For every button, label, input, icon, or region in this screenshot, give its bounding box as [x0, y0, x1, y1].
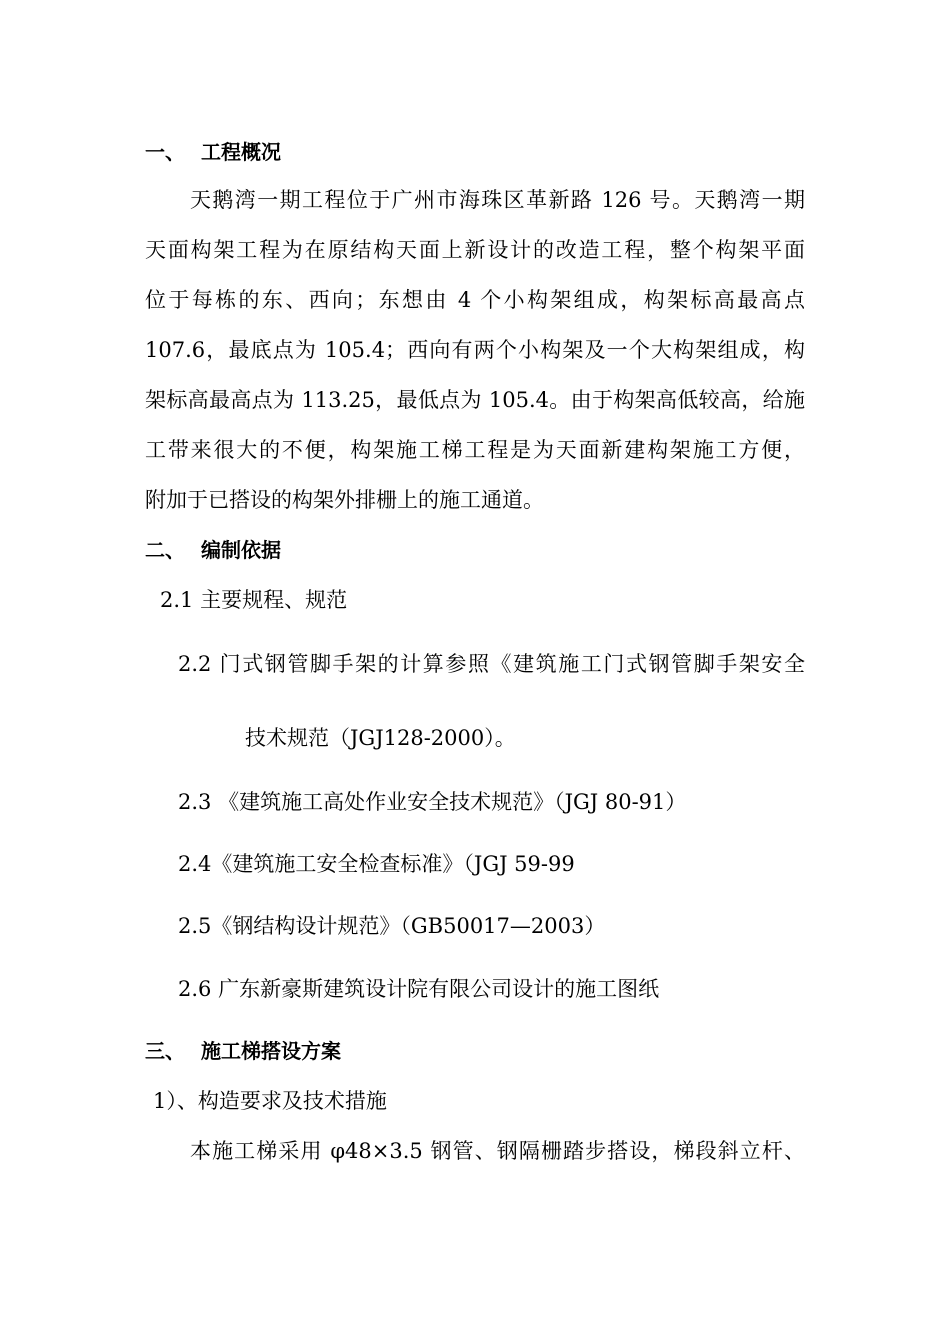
section-1-para-line-7: 附加于已搭设的构架外排栅上的施工通道。: [145, 488, 544, 512]
section-2-title: 编制依据: [201, 538, 281, 562]
basis-item-2-6: 2.6 广东新豪斯建筑设计院有限公司设计的施工图纸: [178, 977, 660, 1001]
section-1-title: 工程概况: [201, 140, 281, 164]
section-3-title: 施工梯搭设方案: [201, 1039, 341, 1063]
section-1-para-line-6: 工带来很大的不便，构架施工梯工程是为天面新建构架施工方便，: [145, 438, 805, 462]
section-1-para-line-5: 架标高最高点为 113.25，最低点为 105.4。由于构架高低较高，给施: [145, 388, 805, 412]
section-2-heading: [145, 536, 281, 564]
section-2-number: 二、: [145, 538, 185, 562]
section-3-subheading-1: 1）、构造要求及技术措施: [153, 1089, 387, 1113]
section-1-heading: [145, 138, 281, 166]
section-1-para-line-1: 天鹅湾一期工程位于广州市海珠区革新路 126 号。天鹅湾一期: [190, 188, 805, 212]
section-1-number: 一、: [145, 140, 185, 164]
basis-item-2-5: 2.5《钢结构设计规范》（GB50017—2003）: [178, 914, 606, 938]
section-3-heading: [145, 1037, 341, 1065]
basis-item-2-1: 2.1 主要规程、规范: [160, 588, 348, 612]
section-3-para-line-1: 本施工梯采用 φ48×3.5 钢管、钢隔栅踏步搭设，梯段斜立杆、: [190, 1139, 805, 1163]
basis-item-2-2-cont: 技术规范（JGJ128-2000）。: [245, 726, 516, 750]
section-1-para-line-2: 天面构架工程为在原结构天面上新设计的改造工程，整个构架平面: [145, 238, 805, 262]
basis-item-2-4: 2.4《建筑施工安全检查标准》（JGJ 59-99: [178, 852, 575, 876]
basis-item-2-3: 2.3 《建筑施工高处作业安全技术规范》（JGJ 80-91）: [178, 790, 687, 814]
section-1-para-line-3: 位于每栋的东、西向；东想由 4 个小构架组成，构架标高最高点: [145, 288, 805, 312]
section-3-number: 三、: [145, 1039, 185, 1063]
basis-item-2-2: 2.2 门式钢管脚手架的计算参照《建筑施工门式钢管脚手架安全: [178, 652, 805, 676]
section-1-para-line-4: 107.6，最底点为 105.4；西向有两个小构架及一个大构架组成，构: [145, 338, 805, 362]
